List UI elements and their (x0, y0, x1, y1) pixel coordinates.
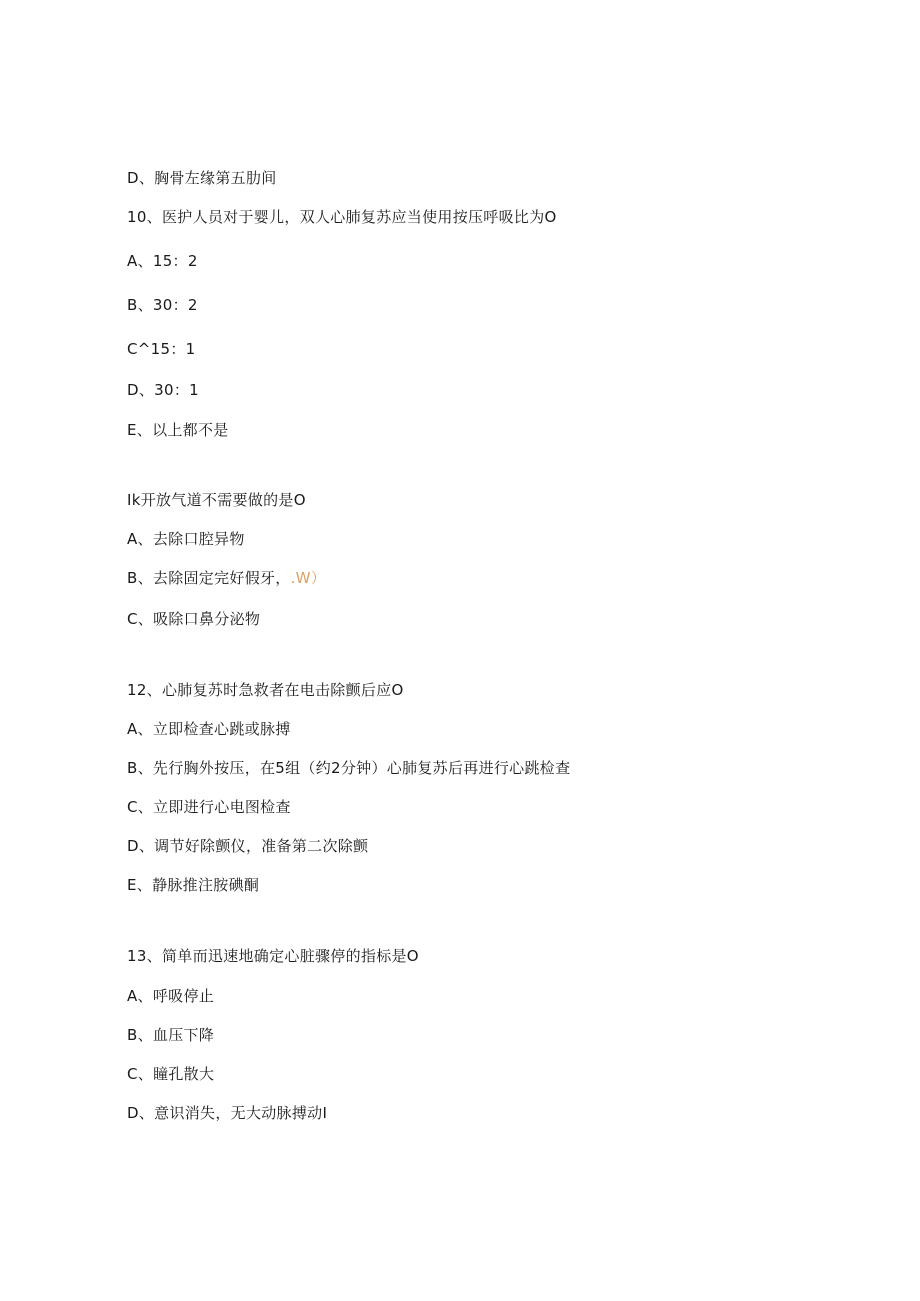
question-13-option-b: B、血压下降 (127, 1026, 215, 1044)
question-13: 13、简单而迅速地确定心脏骤停的指标是O (127, 947, 419, 965)
question-10-option-b: B、30：2 (127, 296, 198, 314)
question-11-option-b (127, 568, 326, 588)
question-10-option-d: D、30：1 (127, 381, 199, 399)
question-12-option-a: A、立即检查心跳或脉搏 (127, 720, 291, 738)
question-12-option-e: E、静脉推注胺碘酮 (127, 876, 260, 894)
question-11: Ik开放气道不需要做的是O (127, 491, 306, 509)
question-10-option-a: A、15：2 (127, 252, 198, 270)
question-12: 12、心肺复苏时急救者在电击除颤后应O (127, 681, 404, 699)
question-10: 10、医护人员对于婴儿，双人心肺复苏应当使用按压呼吸比为O (127, 208, 557, 226)
question-9-option-d: D、胸骨左缘第五肋间 (127, 169, 277, 187)
question-11-option-b-text: B、去除固定完好假牙， (127, 569, 291, 587)
question-11-option-b-mark: .W） (290, 569, 327, 587)
question-12-option-c: C、立即进行心电图检查 (127, 798, 291, 816)
question-12-option-b: B、先行胸外按压，在5组（约2分钟）心肺复苏后再进行心跳检查 (127, 759, 571, 777)
question-13-option-d: D、意识消失，无大动脉搏动I (127, 1104, 328, 1122)
question-10-option-c: C^15：1 (127, 340, 196, 358)
question-11-option-c: C、吸除口鼻分泌物 (127, 610, 261, 628)
question-13-option-a: A、呼吸停止 (127, 987, 215, 1005)
question-12-option-d: D、调节好除颤仪，准备第二次除颤 (127, 837, 369, 855)
question-13-option-c: C、瞳孔散大 (127, 1065, 215, 1083)
question-11-option-a: A、去除口腔异物 (127, 530, 245, 548)
question-10-option-e: E、以上都不是 (127, 421, 229, 439)
